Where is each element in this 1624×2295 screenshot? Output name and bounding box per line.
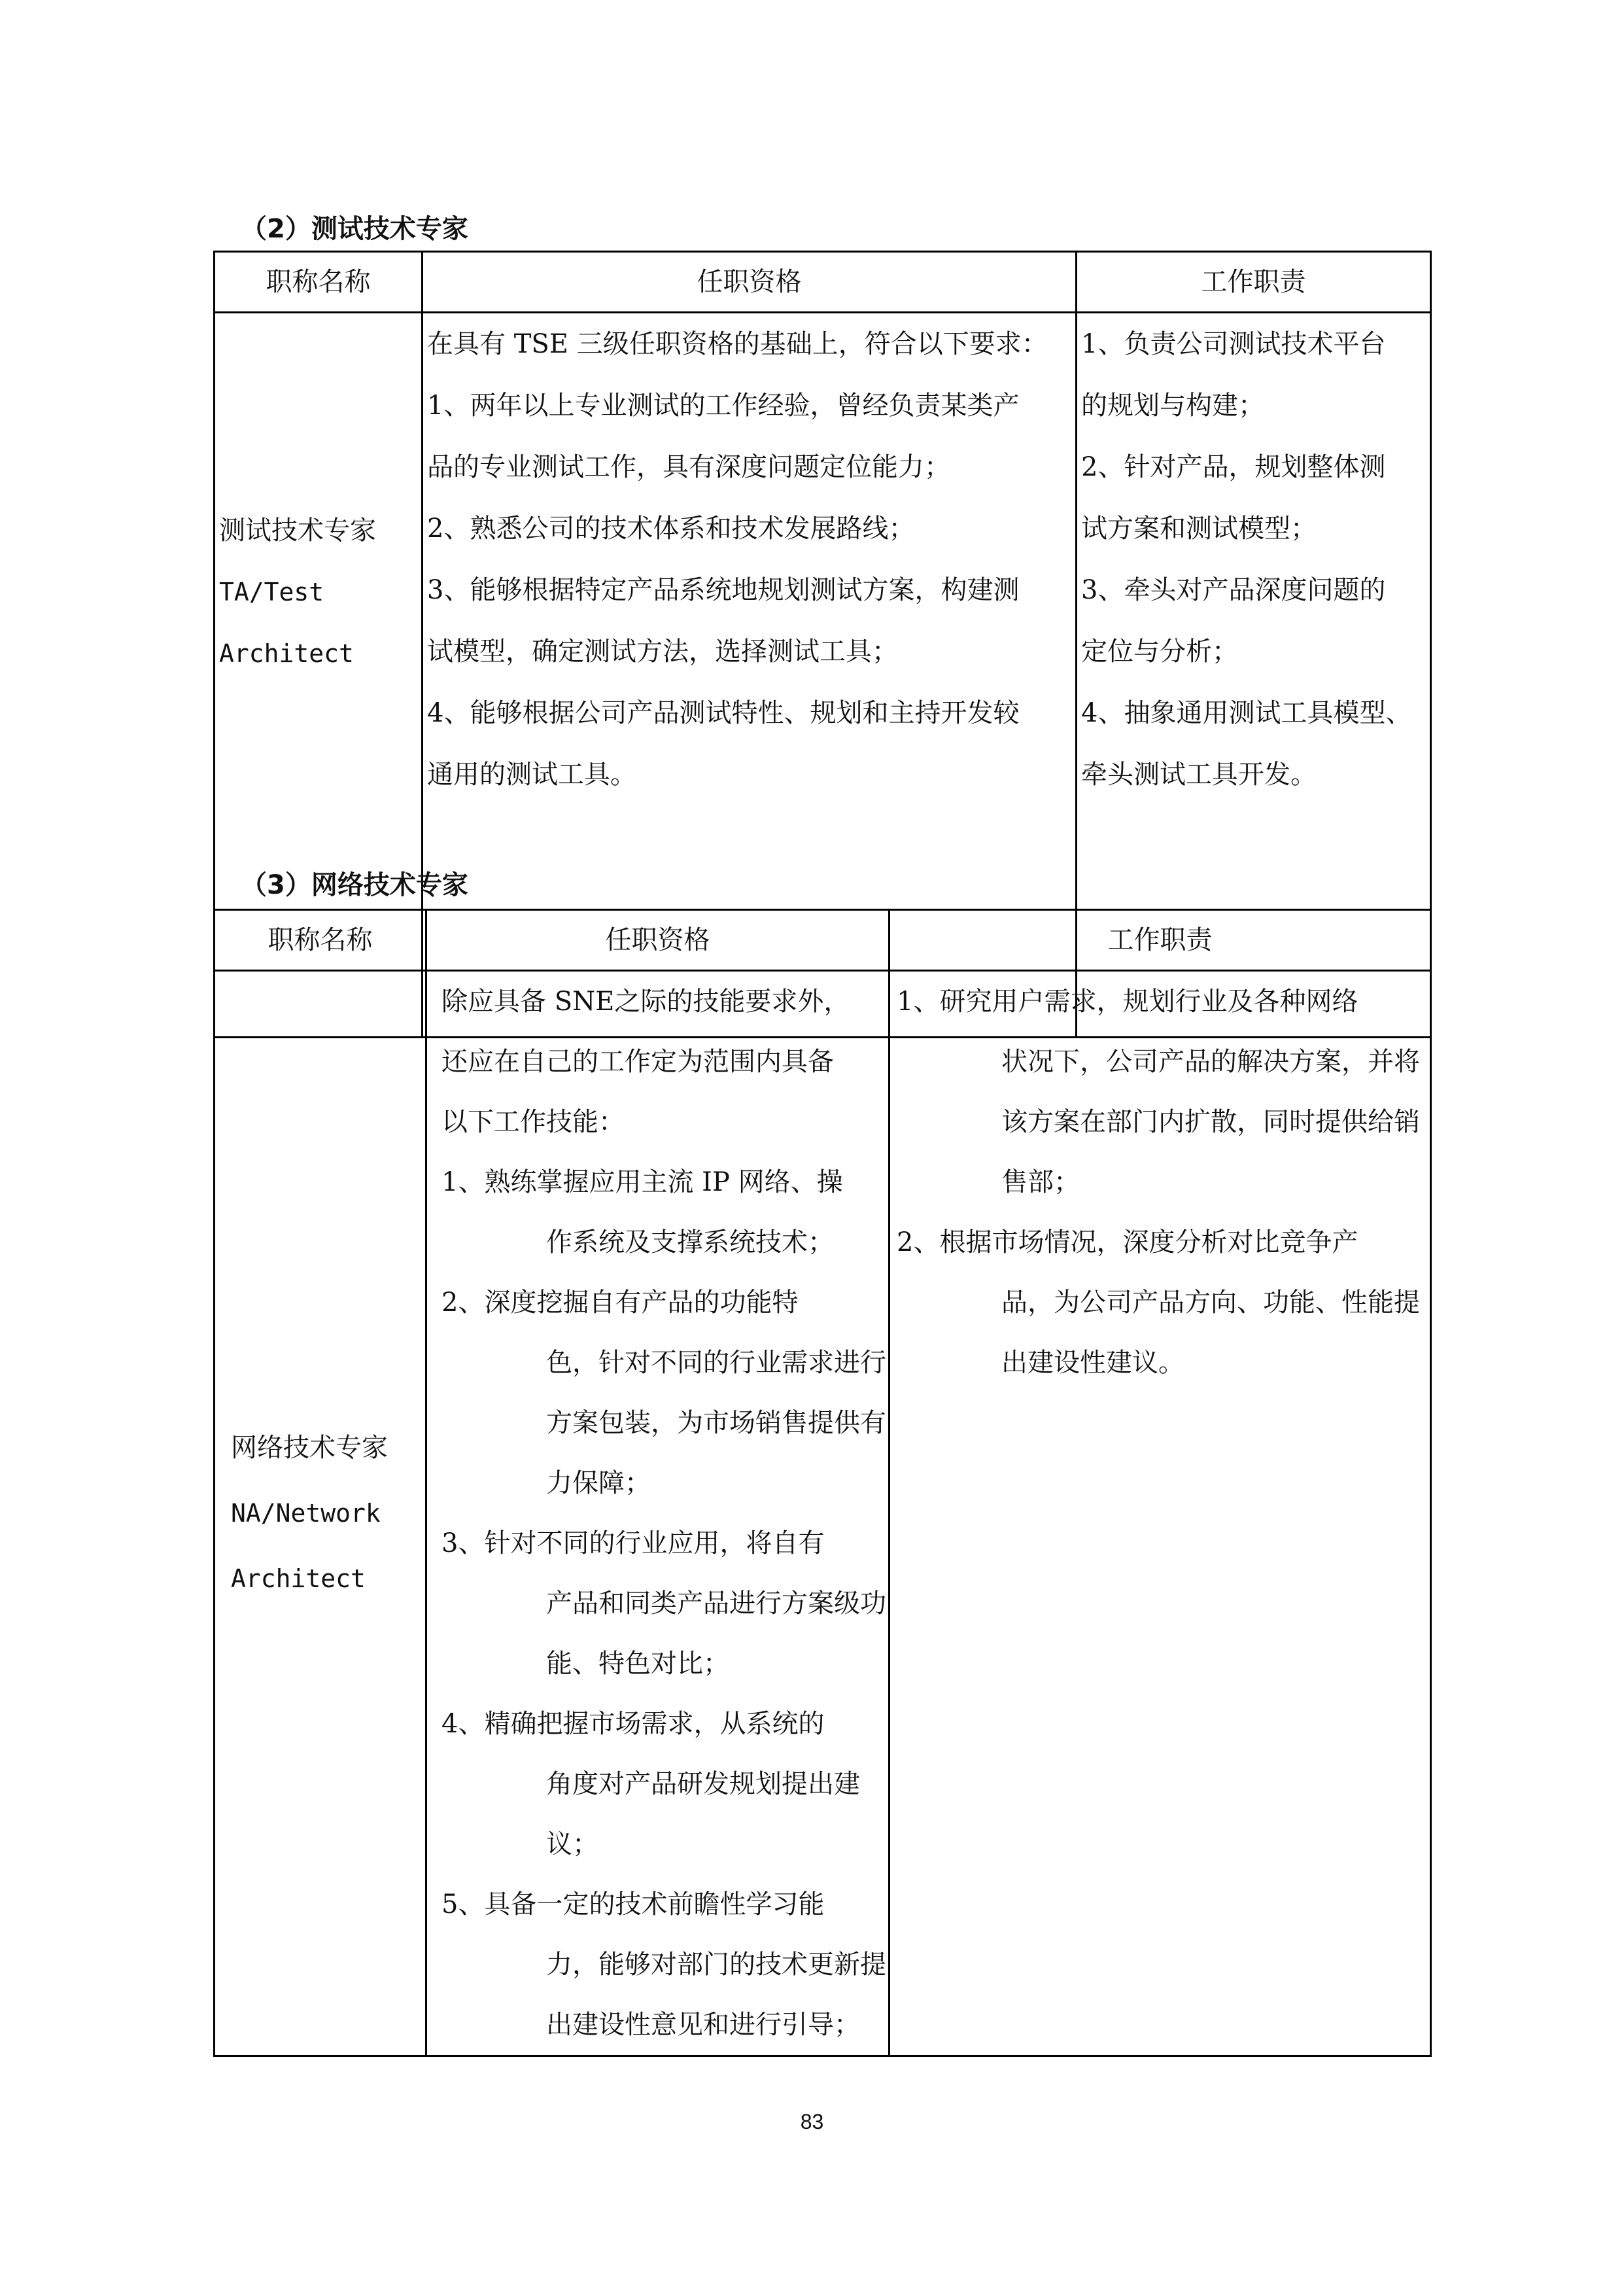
qualification-line: 1、两年以上专业测试的工作经验，曾经负责某类产 — [427, 391, 1020, 421]
qualification-item-line: 作系统及支撑系统技术； — [546, 1227, 834, 1257]
qualification-line: 在具有 TSE 三级任职资格的基础上，符合以下要求： — [427, 329, 1048, 359]
header-qualification: 任职资格 — [423, 252, 1077, 313]
duty-line: 试方案和测试模型； — [1081, 514, 1317, 544]
qualification-item-line: 色，针对不同的行业需求进行 — [546, 1348, 886, 1378]
duty-line: 2、针对产品，规划整体测 — [1081, 452, 1386, 482]
qualification-item — [441, 1694, 886, 1874]
qualification-cell — [426, 971, 890, 2056]
duty-line: 定位与分析； — [1081, 637, 1238, 667]
qualification-item-line: 角度对产品研发规划提出建 — [546, 1769, 860, 1799]
qualification-item-line: 1、熟练掌握应用主流 IP 网络、操 — [441, 1167, 843, 1197]
qualification-item-line: 出建设性意见和进行引导； — [546, 2010, 860, 2040]
qualification-intro-line: 还应在自己的工作定为范围内具备 — [441, 1047, 834, 1077]
duty-item-line: 状况下，公司产品的解决方案，并将 — [1001, 1047, 1420, 1077]
table-header-row — [215, 252, 1431, 313]
title-name-en: NA/Network — [231, 1499, 381, 1528]
qualification-line: 品的专业测试工作，具有深度问题定位能力； — [427, 452, 950, 482]
duty-line: 的规划与构建； — [1081, 391, 1264, 421]
duty-item-line: 该方案在部门内扩散，同时提供给销 — [1001, 1107, 1420, 1137]
duty-line: 牵头测试工具开发。 — [1081, 760, 1317, 790]
title-cell — [215, 971, 426, 2056]
qualification-item — [441, 1272, 886, 1513]
qualification-item-line: 能、特色对比； — [546, 1649, 729, 1679]
qualification-item-line: 力，能够对部门的技术更新提 — [546, 1950, 886, 1980]
duty-item-line: 1、研究用户需求，规划行业及各种网络 — [897, 987, 1358, 1017]
qualification-intro-line: 以下工作技能： — [441, 1107, 625, 1137]
header-title-name: 职称名称 — [215, 252, 423, 313]
qualification-item-line: 2、深度挖掘自有产品的功能特 — [441, 1288, 799, 1318]
title-name-cn: 网络技术专家 — [231, 1433, 388, 1463]
duty-line: 1、负责公司测试技术平台 — [1081, 329, 1386, 359]
qualification-intro-line: 除应具备 SNE之际的技能要求外， — [441, 987, 850, 1017]
network-architect-table — [213, 909, 1432, 2057]
table-row — [215, 971, 1431, 2056]
qualification-item — [441, 1513, 886, 1694]
header-duties: 工作职责 — [890, 910, 1431, 971]
duty-item-line: 出建设性建议。 — [1001, 1348, 1184, 1378]
duty-line: 4、抽象通用测试工具模型、 — [1081, 698, 1412, 728]
title-name-en: TA/Test — [219, 578, 324, 606]
qualification-line: 通用的测试工具。 — [427, 760, 636, 790]
duty-item-line: 2、根据市场情况，深度分析对比竞争产 — [897, 1227, 1358, 1257]
title-name-cn: 测试技术专家 — [219, 516, 376, 546]
qualification-item — [441, 1152, 886, 1272]
qualification-item-line: 方案包装，为市场销售提供有 — [546, 1408, 886, 1438]
qualification-item-line: 议； — [546, 1829, 598, 1859]
page-number: 83 — [800, 2110, 824, 2133]
duty-item — [897, 972, 1425, 1212]
duty-item-line: 售部； — [1001, 1167, 1080, 1197]
qualification-line: 3、能够根据特定产品系统地规划测试方案，构建测 — [427, 575, 1020, 605]
table-header-row — [215, 910, 1431, 971]
qualification-item-line: 产品和同类产品进行方案级功 — [546, 1588, 886, 1619]
header-title-name: 职称名称 — [215, 910, 426, 971]
qualification-item-line: 3、针对不同的行业应用，将自有 — [441, 1528, 825, 1558]
qualification-item-line: 力保障； — [546, 1468, 651, 1498]
duty-item-line: 品，为公司产品方向、功能、性能提 — [1001, 1288, 1420, 1318]
qualification-line: 试模型，确定测试方法，选择测试工具； — [427, 637, 898, 667]
qualification-item — [441, 1874, 886, 2055]
header-duties: 工作职责 — [1077, 252, 1431, 313]
duties-cell — [890, 971, 1431, 2056]
duty-item — [897, 1212, 1425, 1393]
section-2-heading: （2）测试技术专家 — [241, 214, 468, 244]
duty-line: 3、牵头对产品深度问题的 — [1081, 575, 1386, 605]
qualification-line: 4、能够根据公司产品测试特性、规划和主持开发较 — [427, 698, 1020, 728]
header-qualification: 任职资格 — [426, 910, 890, 971]
qualification-item-line: 5、具备一定的技术前瞻性学习能 — [441, 1889, 825, 1919]
qualification-line: 2、熟悉公司的技术体系和技术发展路线； — [427, 514, 915, 544]
qualification-item-line: 4、精确把握市场需求，从系统的 — [441, 1709, 825, 1739]
title-name-en: Architect — [219, 639, 354, 668]
title-name-en: Architect — [231, 1564, 366, 1593]
section-3-heading: （3）网络技术专家 — [241, 870, 468, 900]
